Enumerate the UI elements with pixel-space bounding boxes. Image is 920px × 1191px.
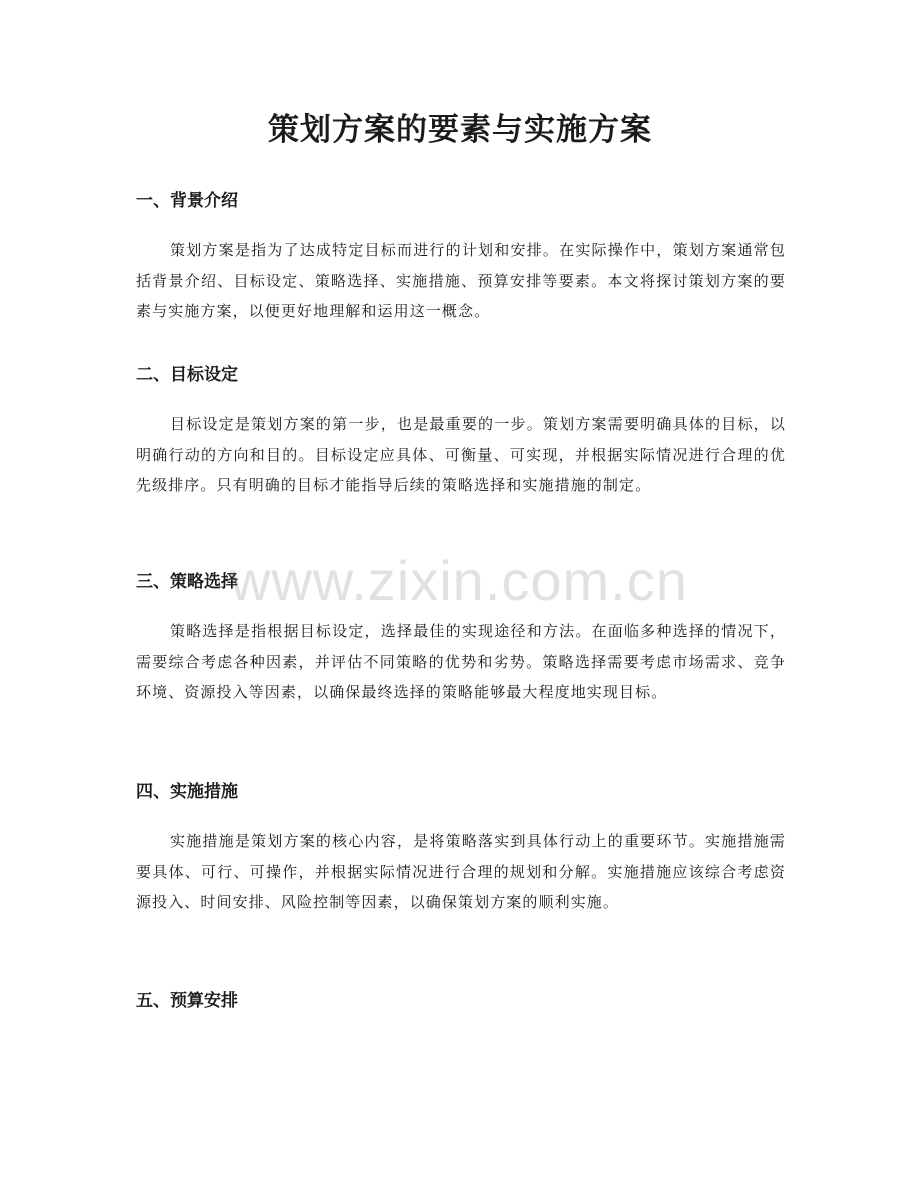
section-body: 实施措施是策划方案的核心内容，是将策略落实到具体行动上的重要环节。实施措施需要具体、可行、可操作，并根据实际情况进行合理的规划和分解。实施措施应该综合考虑资源投入、时间安排、风险控制等因素，以确保策划方案的顺利实施。 bbox=[136, 832, 786, 912]
section-budget bbox=[136, 989, 786, 1013]
section-heading: 三、策略选择 bbox=[136, 572, 238, 592]
section-body: 策划方案是指为了达成特定目标而进行的计划和安排。在实际操作中，策划方案通常包括背景介绍、目标设定、策略选择、实施措施、预算安排等要素。本文将探讨策划方案的要素与实施方案，以便更好地理解和运用这一概念。 bbox=[136, 241, 786, 321]
section-strategy-selection bbox=[136, 570, 786, 708]
section-heading: 一、背景介绍 bbox=[136, 191, 238, 211]
watermark: www.zixin.com.cn bbox=[230, 549, 688, 612]
section-implementation bbox=[136, 780, 786, 918]
section-heading: 四、实施措施 bbox=[136, 782, 238, 802]
section-body: 策略选择是指根据目标设定，选择最佳的实现途径和方法。在面临多种选择的情况下，需要综合考虑各种因素，并评估不同策略的优势和劣势。策略选择需要考虑市场需求、竞争环境、资源投入等因素，以确保最终选择的策略能够最大程度地实现目标。 bbox=[136, 622, 786, 702]
section-goal-setting bbox=[136, 363, 786, 501]
section-heading: 二、目标设定 bbox=[136, 365, 238, 385]
section-heading: 五、预算安排 bbox=[136, 991, 238, 1011]
section-background bbox=[136, 189, 786, 327]
page-title: 策划方案的要素与实施方案 bbox=[268, 112, 652, 148]
section-body: 目标设定是策划方案的第一步，也是最重要的一步。策划方案需要明确具体的目标，以明确行动的方向和目的。目标设定应具体、可衡量、可实现，并根据实际情况进行合理的优先级排序。只有明确的目标才能指导后续的策略选择和实施措施的制定。 bbox=[136, 415, 786, 495]
